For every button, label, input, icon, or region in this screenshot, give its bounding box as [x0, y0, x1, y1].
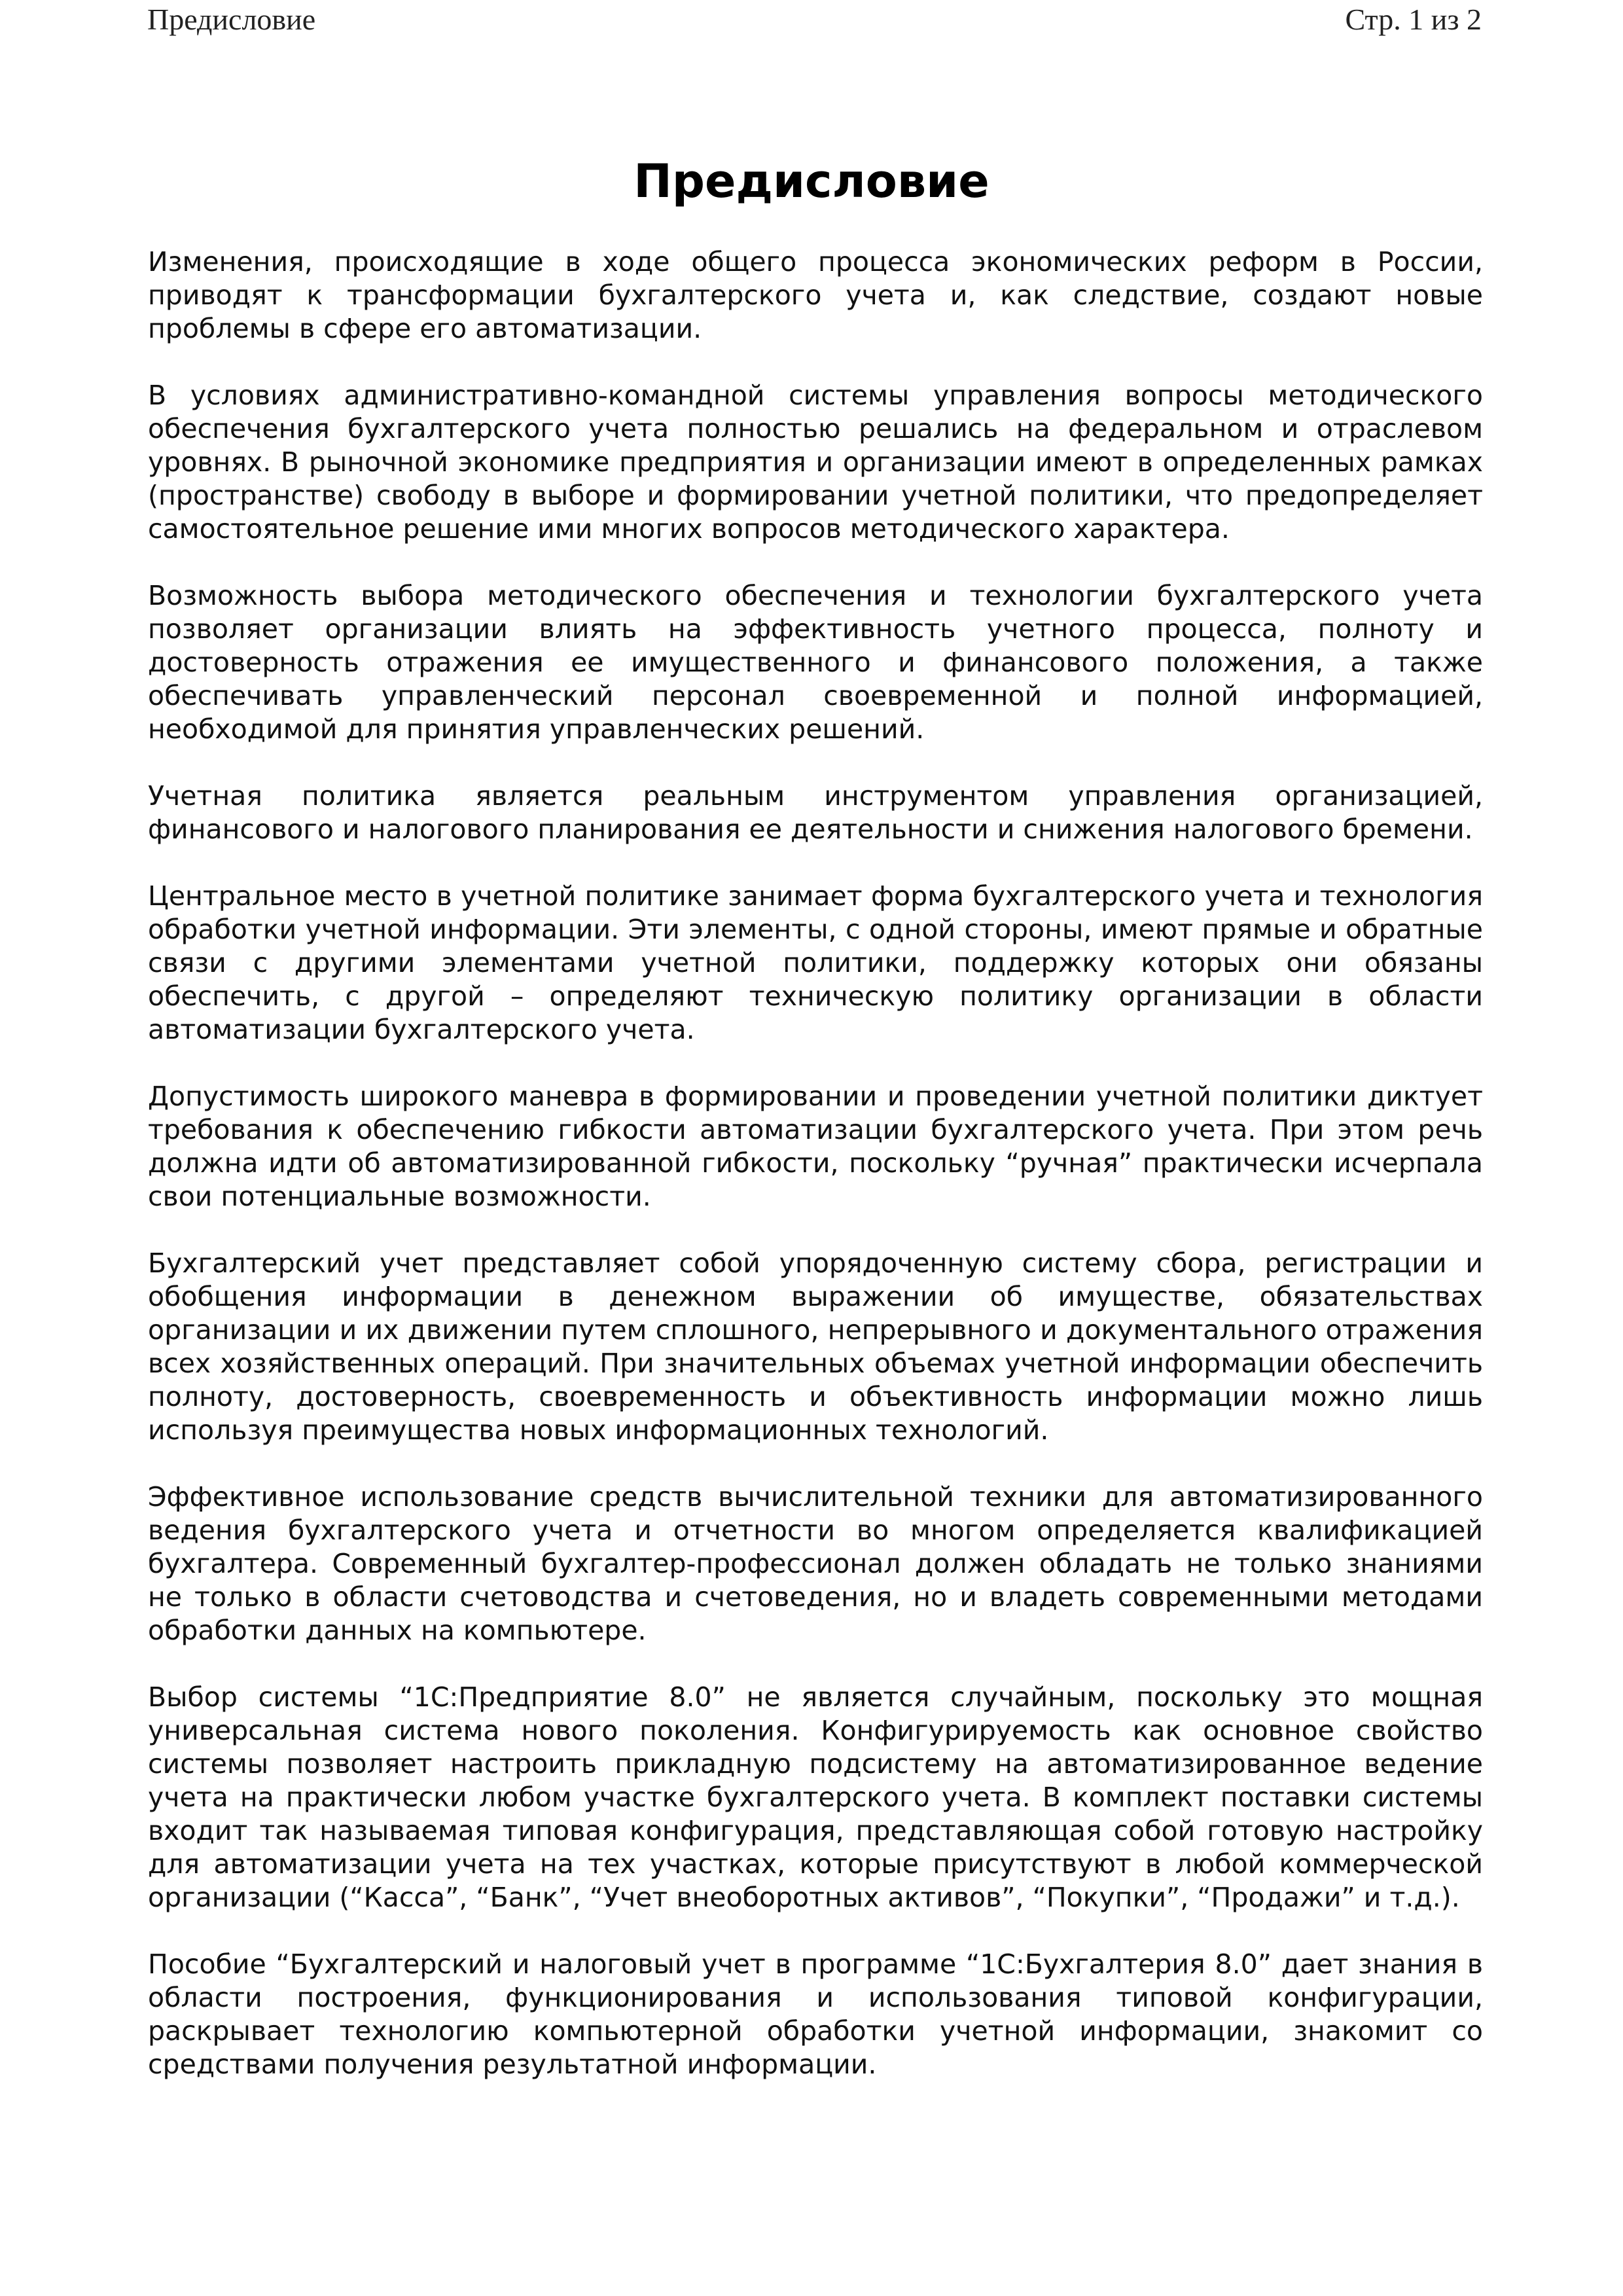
paragraph: Выбор системы “1С:Предприятие 8.0” не является случайным, поскольку это мощная универсальная система нового поколения. Конфигурируемость как основное свойство системы позволяет настроить прикладную подсистему на автоматизированное ведение учета на практически любом участке бухгалтерского учета. В комплект поставки системы входит так называемая типовая конфигурация, представляющая собой готовую настройку для автоматизации учета на тех участках, которые присутствуют в любой коммерческой организации (“Касса”, “Банк”, “Учет внеоборотных активов”, “Покупки”, “Продажи” и т.д.).: [148, 1681, 1483, 1913]
paragraph: Возможность выбора методического обеспечения и технологии бухгалтерского учета позволяет организации влиять на эффективность учетного процесса, полноту и достоверность отражения ее имущественного и финансового положения, а также обеспечивать управленческий персонал своевременной и полной информацией, необходимой для принятия управленческих решений.: [148, 580, 1483, 745]
paragraph: Бухгалтерский учет представляет собой упорядоченную систему сбора, регистрации и обобщения информации в денежном выражении об имуществе, обязательствах организации и их движении путем сплошного, непрерывного и документального отражения всех хозяйственных операций. При значительных объемах учетной информации обеспечить полноту, достоверность, своевременность и объективность информации можно лишь используя преимущества новых информационных технологий.: [148, 1247, 1483, 1446]
header-section-title: Предисловие: [147, 3, 316, 36]
paragraph: Эффективное использование средств вычислительной техники для автоматизированного ведения бухгалтерского учета и отчетности во многом определяется квалификацией бухгалтера. Современный бухгалтер-профессионал должен обладать не только знаниями не только в области счетоводства и счетоведения, но и владеть современными методами обработки данных на компьютере.: [148, 1481, 1483, 1646]
paragraph: В условиях административно-командной системы управления вопросы методического обеспечения бухгалтерского учета полностью решались на федеральном и отраслевом уровнях. В рыночной экономике предприятия и организации имеют в определенных рамках (пространстве) свободу в выборе и формировании учетной политики, что предопределяет самостоятельное решение ими многих вопросов методического характера.: [148, 380, 1483, 545]
paragraph: Центральное место в учетной политике занимает форма бухгалтерского учета и технология обработки учетной информации. Эти элементы, с одной стороны, имеют прямые и обратные связи с другими элементами учетной политики, поддержку которых они обязаны обеспечить, с другой – определяют техническую политику организации в области автоматизации бухгалтерского учета.: [148, 880, 1483, 1045]
page-header: [147, 0, 1482, 46]
paragraph: Пособие “Бухгалтерский и налоговый учет в программе “1С:Бухгалтерия 8.0” дает знания в области построения, функционирования и использования типовой конфигурации, раскрывает технологию компьютерной обработки учетной информации, знакомит со средствами получения результатной информации.: [148, 1948, 1483, 2080]
document-body: [148, 245, 1483, 2115]
paragraph: Учетная политика является реальным инструментом управления организацией, финансового и налогового планирования ее деятельности и снижения налогового бремени.: [148, 780, 1483, 845]
page-title: Предисловие: [633, 154, 990, 208]
paragraph: Изменения, происходящие в ходе общего процесса экономических реформ в России, приводят к трансформации бухгалтерского учета и, как следствие, создают новые проблемы в сфере его автоматизации.: [148, 246, 1483, 344]
header-page-number: Стр. 1 из 2: [1345, 3, 1482, 36]
paragraph: Допустимость широкого маневра в формировании и проведении учетной политики диктует требования к обеспечению гибкости автоматизации бухгалтерского учета. При этом речь должна идти об автоматизированной гибкости, поскольку “ручная” практически исчерпала свои потенциальные возможности.: [148, 1081, 1483, 1212]
